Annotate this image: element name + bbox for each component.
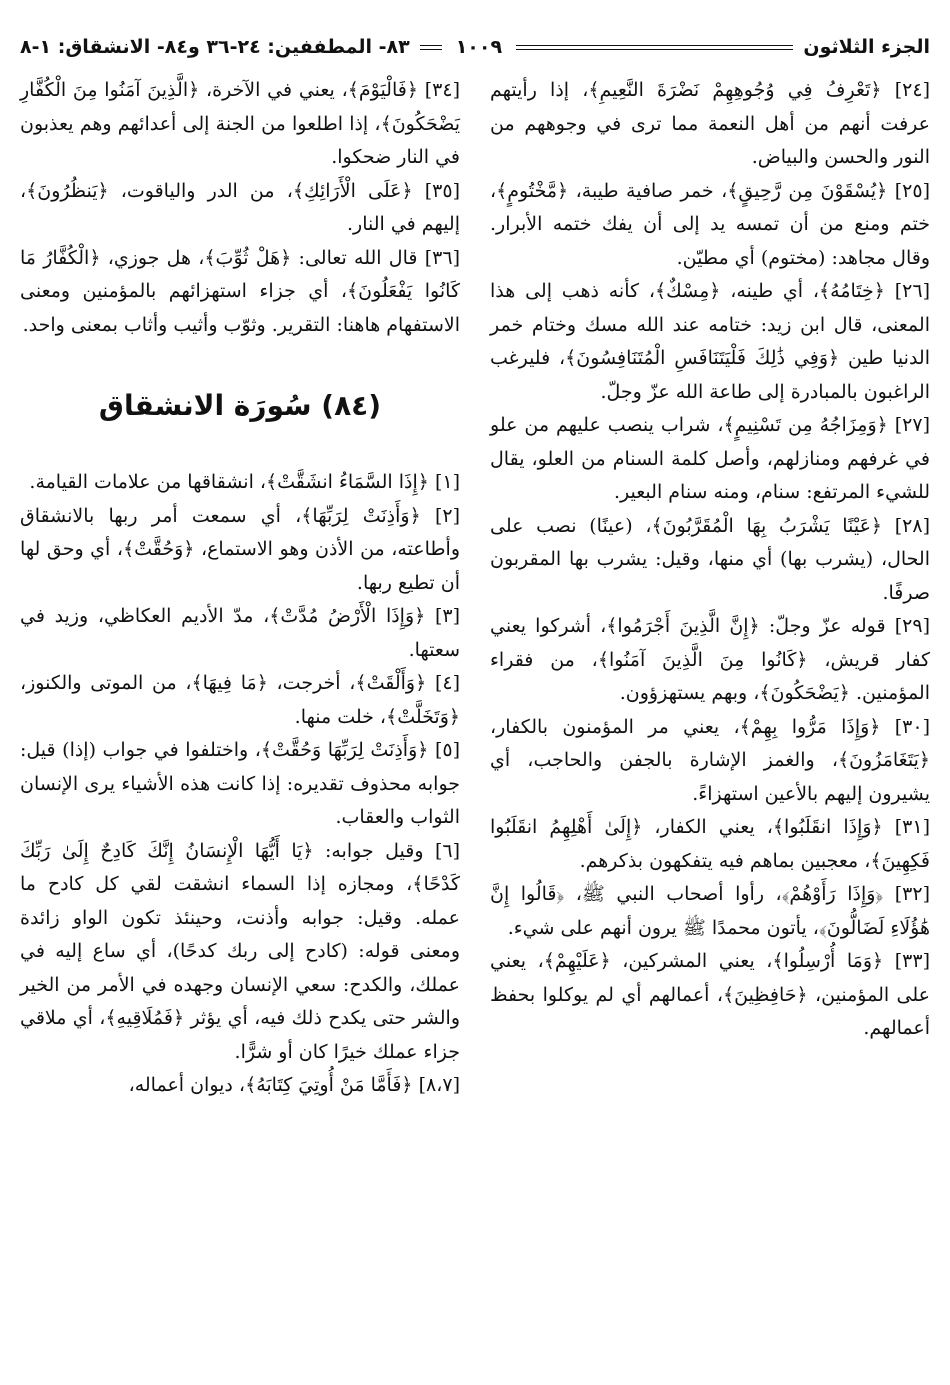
commentary-text: ﴿عَيْنًا يَشْرَبُ بِهَا الْمُقَرَّبُونَ﴾، (عينًا) نصب على الحال، (يشرب بها) أي منها، وقيل: يشرب بها المقربون صرفًا. [490,514,930,604]
commentary-text: ﴿وَإِذَا رَأَوْهُمْ﴾، رأوا أصحاب النبي ﷺ، ﴿قَالُوا إِنَّ هَٰؤُلَاءِ لَضَالُّونَ﴾، يأتون محمدًا ﷺ يرون أنهم على شيء. [490,883,930,939]
commentary-text: وقيل جوابه: ﴿يَا أَيُّهَا الْإِنسَانُ إِنَّكَ كَادِحٌ إِلَىٰ رَبِّكَ كَدْحًا﴾، ومجازه إذا السماء انشقت لقي كل كادح ما عمله. وقيل: جوابه وأذنت، وحينئذ تكون الواو زائدة ومعنى قوله: (كادح إلى ربك كدحًا)، أي ساع إليه في عملك، والكدح: سعي الإنسان وجهده في الأمر من الخير والشر حتى يكدح ذلك فيه، أي يؤثر ﴿فَمُلَاقِيهِ﴾، أي ملاقي جزاء عملك خيرًا كان أو شرًّا. [20,839,460,1063]
verse-number: [٣٥] [424,179,460,202]
verse-number: [٥] [434,739,460,761]
commentary-text: ﴿وَأَذِنَتْ لِرَبِّهَا﴾، أي سمعت أمر ربها بالانشقاق وأطاعته، من الأذن وهو الاستماع، ﴿وَحُقَّتْ﴾، أي وحق لها أن تطيع ربها. [20,504,460,594]
left-column [20,74,460,1103]
commentary-paragraph [490,409,930,510]
commentary-text: ﴿يُسْقَوْنَ مِن رَّحِيقٍ﴾، خمر صافية طيبة، ﴿مَّخْتُومٍ﴾، ختم ومنع من أن تمسه يد إلى أن يفك ختمه الأبرار. وقال مجاهد: (مختوم) أي مطيّن. [490,179,930,269]
commentary-text: ﴿تَعْرِفُ فِي وُجُوهِهِمْ نَضْرَةَ النَّعِيمِ﴾، إذا رأيتهم عرفت أنهم من أهل النعمة مما ترى في وجوههم من النور والحسن والبياض. [490,79,930,168]
commentary-paragraph [20,500,460,601]
commentary-text: ﴿وَإِذَا مَرُّوا بِهِمْ﴾، يعني مر المؤمنون بالكفار، ﴿يَتَغَامَزُونَ﴾، والغمز الإشارة بالجفن والحاجب، أي يشيرون إليهم بالأعين استهزاءً. [490,715,930,805]
verse-number: [١] [434,471,460,493]
verse-number: [٣٤] [424,79,460,101]
commentary-text: ﴿إِذَا السَّمَاءُ انشَقَّتْ﴾، انشقاقها من علامات القيامة. [29,471,429,493]
verse-number: [٣٦] [424,246,460,269]
commentary-paragraph [20,600,460,667]
verse-number: [٦] [434,839,460,862]
commentary-text: ﴿وَمَا أُرْسِلُوا﴾، يعني المشركين، ﴿عَلَيْهِمْ﴾، يعني على المؤمنين، ﴿حَافِظِينَ﴾، أعمالهم أي لم يوكلوا بحفظ أعمالهم. [490,950,930,1039]
verse-number: [٣٢] [894,883,930,905]
commentary-text: ﴿وَمِزَاجُهُ مِن تَسْنِيمٍ﴾، شراب ينصب عليهم من علو في غرفهم ومنازلهم، وأصل كلمة السنام من العلو، يقال للشيء المرتفع: سنام، ومنه سنام البعير. [490,414,930,503]
commentary-paragraph [490,74,930,175]
verse-number: [٢٩] [894,615,930,637]
commentary-paragraph [490,878,930,945]
commentary-paragraph [490,711,930,812]
commentary-paragraph [20,466,460,500]
commentary-paragraph [490,811,930,878]
verse-number: [٣٣] [894,950,930,972]
page-number: ١٠٠٩ [455,36,503,58]
header-part-title: الجزء الثلاثون [803,36,930,58]
commentary-text: ﴿خِتَامُهُ﴾، أي طينه، ﴿مِسْكٌ﴾، كأنه ذهب إلى هذا المعنى، قال ابن زيد: ختامه عند الله مسك وختام خمر الدنيا طين ﴿وَفِي ذَٰلِكَ فَلْيَتَنَافَسِ الْمُتَنَافِسُونَ﴾، فليرغب الراغبون بالمبادرة إلى طاعة الله عزّ وجلّ. [490,280,930,403]
commentary-paragraph [490,510,930,611]
commentary-text: ﴿عَلَى الْأَرَائِكِ﴾، من الدر والياقوت، ﴿يَنظُرُونَ﴾، إليهم في النار. [20,179,460,235]
header-surah-range: ٨٣- المطففين: ٢٤-٣٦ و٨٤- الانشقاق: ١-٨ [20,36,410,58]
commentary-text: ﴿وَإِذَا انقَلَبُوا﴾، يعني الكفار، ﴿إِلَىٰ أَهْلِهِمُ انقَلَبُوا فَكِهِينَ﴾، معجبين بماهم فيه يتفكهون بذكرهم. [490,816,930,872]
verse-number: [٢٨] [894,514,930,537]
commentary-text: ﴿فَأَمَّا مَنْ أُوتِيَ كِتَابَهُ﴾، ديوان أعماله، [128,1074,413,1096]
commentary-paragraph [20,835,460,1070]
commentary-paragraph [20,734,460,835]
commentary-paragraph [490,275,930,409]
verse-number: [٢٧] [894,414,930,436]
commentary-paragraph [490,945,930,1046]
left-column-top [20,74,460,342]
commentary-text: ﴿وَإِذَا الْأَرْضُ مُدَّتْ﴾، مدّ الأديم العكاظي، وزيد في سعتها. [20,605,460,661]
commentary-paragraph [20,175,460,242]
right-column [490,74,930,1103]
left-column-bottom [20,466,460,1103]
verse-number: [٣٠] [894,715,930,738]
verse-number: [٢] [434,504,460,527]
commentary-paragraph [20,1069,460,1103]
commentary-paragraph [20,242,460,343]
commentary-text: ﴿وَأَذِنَتْ لِرَبِّهَا وَحُقَّتْ﴾، واختلفوا في جواب (إذا) قيل: جوابه محذوف تقديره: إذا كانت هذه الأشياء يرى الإنسان الثواب والعقاب. [20,739,460,828]
commentary-text: ﴿فَالْيَوْمَ﴾، يعني في الآخرة، ﴿الَّذِينَ آمَنُوا مِنَ الْكُفَّارِ يَضْحَكُونَ﴾، إذا اطلعوا من الجنة إلى أعدائهم وهم يعذبون في النار ضحكوا. [20,79,460,168]
verse-number: [٢٤] [894,79,930,101]
commentary-text: ﴿وَأَلْقَتْ﴾، أخرجت، ﴿مَا فِيهَا﴾، من الموتى والكنوز، ﴿وَتَخَلَّتْ﴾، خلت منها. [20,672,460,728]
commentary-text: قال الله تعالى: ﴿هَلْ ثُوِّبَ﴾، هل جوزي، ﴿الْكُفَّارُ مَا كَانُوا يَفْعَلُونَ﴾، أي جزاء استهزائهم بالمؤمنين ومعنى الاستفهام هاهنا: التقرير. وثوّب وأثيب وأثاب بمعنى واحد. [20,246,460,336]
verse-number: [٤] [434,672,460,694]
verse-number: [٢٥] [894,179,930,202]
verse-number: [٣] [434,605,460,627]
verse-number: [٢٦] [894,280,930,302]
commentary-paragraph [20,74,460,175]
header-rule-left [420,45,442,50]
commentary-paragraph [20,667,460,734]
commentary-paragraph [490,610,930,711]
surah-title: (٨٤) سُورَة الانشقاق [98,389,382,422]
verse-number: [٣١] [894,816,930,838]
text-columns [20,74,930,1103]
verse-number: [٨،٧] [418,1074,460,1096]
commentary-paragraph [490,175,930,276]
header-rule-right [516,45,793,50]
page-header [20,30,930,64]
commentary-text: قوله عزّ وجلّ: ﴿إِنَّ الَّذِينَ أَجْرَمُوا﴾، أشركوا يعني كفار قريش، ﴿كَانُوا مِنَ الَّذِينَ آمَنُوا﴾، من فقراء المؤمنين. ﴿يَضْحَكُونَ﴾، وبهم يستهزؤون. [490,615,930,704]
